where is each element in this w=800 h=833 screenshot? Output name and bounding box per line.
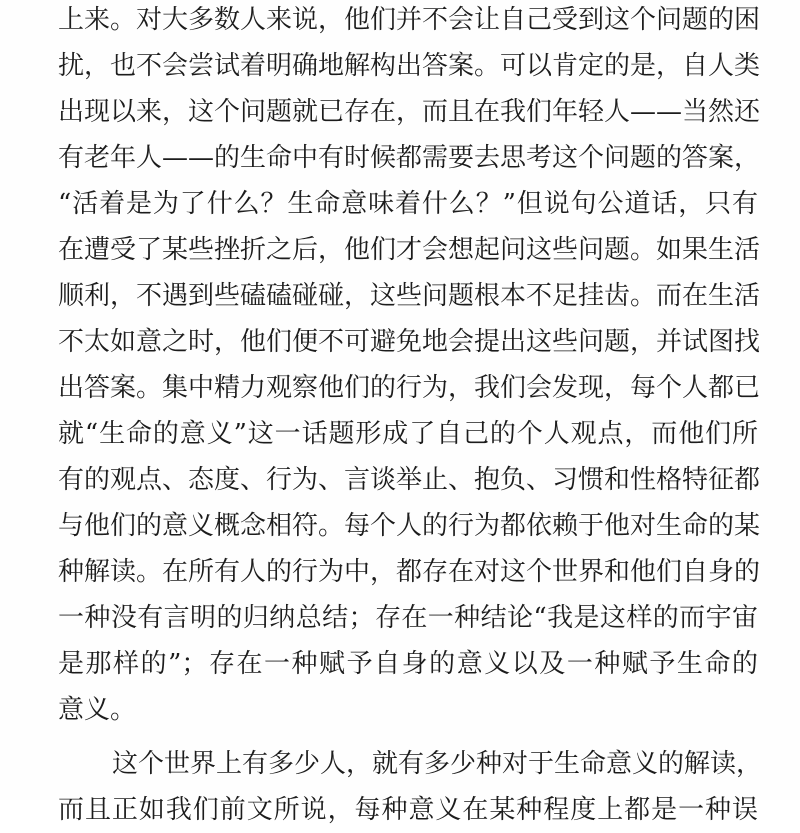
text-line: 与他们的意义概念相符。每个人的行为都依赖于他对生命的某	[58, 511, 761, 541]
text-line: 出现以来，这个问题就已存在，而且在我们年轻人——当然还	[58, 97, 761, 127]
text-line: 就“生命的意义”这一话题形成了自己的个人观点，而他们所	[58, 419, 758, 449]
text-line: 这个世界上有多少人，就有多少种对于生命意义的解读，	[112, 749, 763, 779]
text-line: 有老年人——的生命中有时候都需要去思考这个问题的答案，	[58, 143, 761, 173]
text-line: 顺利，不遇到些磕磕碰碰，这些问题根本不足挂齿。而在生活	[58, 281, 761, 311]
text-line: 不太如意之时，他们便不可避免地会提出这些问题，并试图找	[58, 327, 761, 357]
text-line: 扰，也不会尝试着明确地解构出答案。可以肯定的是，自人类	[58, 51, 761, 81]
paragraph	[58, 0, 761, 733]
text-line: 意义。	[58, 695, 137, 725]
text-line: 上来。对大多数人来说，他们并不会让自己受到这个问题的困	[58, 5, 761, 35]
text-line: 是那样的”；存在一种赋予自身的意义以及一种赋予生命的	[58, 649, 758, 679]
body-text	[58, 0, 763, 827]
paragraph	[58, 741, 763, 827]
text-line: “活着是为了什么？生命意味着什么？”但说句公道话，只有	[58, 189, 758, 219]
text-line: 有的观点、态度、行为、言谈举止、抱负、习惯和性格特征都	[58, 465, 761, 495]
text-line: 而且正如我们前文所说，每种意义在某种程度上都是一种误	[58, 795, 758, 825]
text-line: 种解读。在所有人的行为中，都存在对这个世界和他们自身的	[58, 557, 761, 587]
text-line: 出答案。集中精力观察他们的行为，我们会发现，每个人都已	[58, 373, 761, 403]
text-line: 一种没有言明的归纳总结；存在一种结论“我是这样的而宇宙	[58, 603, 758, 633]
text-line: 在遭受了某些挫折之后，他们才会想起问这些问题。如果生活	[58, 235, 761, 265]
